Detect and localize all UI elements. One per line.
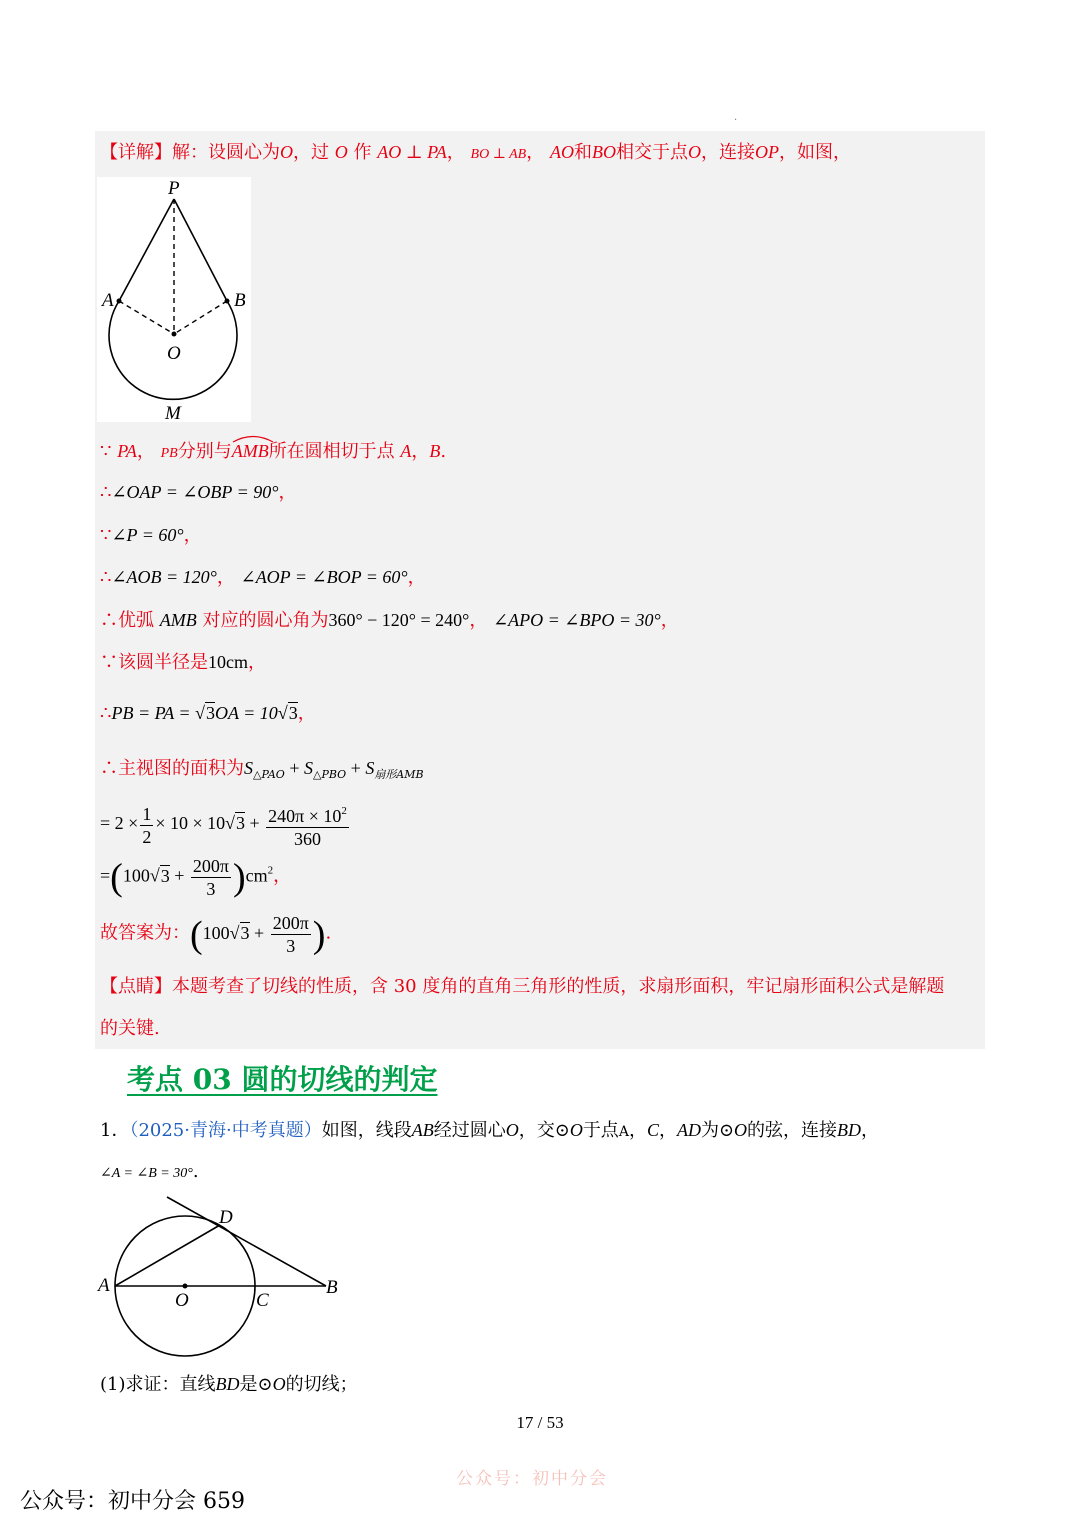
footer-text: 公众号：初中分会 659	[20, 1489, 245, 1514]
label-p: P	[168, 178, 180, 199]
label-d: D	[219, 1207, 233, 1228]
question-1-line-1: 1．（2025·青海·中考真题）如图，线段AB经过圆心O，交⊙O于点A，C，AD为⊙O的弦，连接BD，	[100, 1120, 880, 1141]
label-a: A	[98, 1275, 110, 1296]
comment-line-2: 的关键.	[100, 1018, 160, 1039]
step-2: ∴∠OAP = ∠OBP = 90°，	[100, 482, 297, 503]
step-4: ∴∠AOB = 120°， ∠AOP = ∠BOP = 60°，	[100, 567, 426, 588]
label-m: M	[165, 403, 181, 422]
figure-2	[92, 1192, 352, 1362]
point-b	[225, 299, 230, 304]
label-o: O	[175, 1290, 189, 1311]
question-1-line-2: ∠A = ∠B = 30°.	[100, 1161, 199, 1182]
tangent-pa	[119, 199, 174, 301]
detail-intro: 【详解】解：设圆心为O，过 O 作 AO ⊥ PA， BO ⊥ AB， AO和BO相交于点O，连接OP，如图，	[100, 142, 851, 163]
segment-ao	[119, 301, 174, 334]
section-heading: 考点 03 圆的切线的判定	[127, 1063, 438, 1096]
label-o: O	[167, 343, 181, 364]
arc-symbol	[232, 435, 274, 443]
figure-1	[97, 177, 251, 422]
page-number: 17 / 53	[516, 1413, 564, 1432]
stray-dot: .	[734, 112, 738, 123]
point-o	[172, 332, 177, 337]
watermark: 公众号：初中分会	[456, 1469, 608, 1489]
step-3: ∵∠P = 60°，	[100, 525, 202, 546]
equation-1: = 2 × $\frac{1}{2}$ × 10 × 10√3 + $\frac{240\pi \times 10^2}{360}$	[100, 800, 351, 850]
label-b: B	[234, 290, 246, 311]
equation-2: =(100√3 + $\frac{200\pi}{3}$ )$cm^2$，	[100, 856, 292, 899]
tangent-pb	[174, 199, 227, 301]
step-8: ∴主视图的面积为$S_{\triangle PAO} + S_{\triangle PBO} + S_{扇形AMB}$	[100, 758, 424, 781]
label-a: A	[102, 290, 114, 311]
chord-ad	[115, 1225, 220, 1286]
step-7: ∴PB = PA = √3OA = 10√3，	[100, 703, 316, 724]
question-1-part-1: (1)求证：直线BD是⊙O的切线；	[100, 1374, 358, 1395]
center-o	[183, 1284, 188, 1289]
step-5: ∴优弧 AMB 对应的圆心角为360° − 120° = 240°， ∠APO = ∠BPO = 30°，	[100, 610, 679, 631]
step-1: ∵ PA， PB分别与 AMB所在圆相切于点 A，B.	[100, 440, 446, 465]
answer-line: 故答案为：(100√3 + $\frac{200\pi}{3}$ ).	[100, 913, 332, 956]
point-a	[117, 299, 122, 304]
label-c: C	[256, 1290, 269, 1311]
label-b: B	[326, 1277, 338, 1298]
segment-bo	[174, 301, 227, 334]
comment-line-1: 【点睛】本题考查了切线的性质，含 30 度角的直角三角形的性质，求扇形面积，牢记扇形面积公式是解题	[100, 976, 945, 997]
step-6: ∵该圆半径是10cm，	[100, 652, 266, 673]
